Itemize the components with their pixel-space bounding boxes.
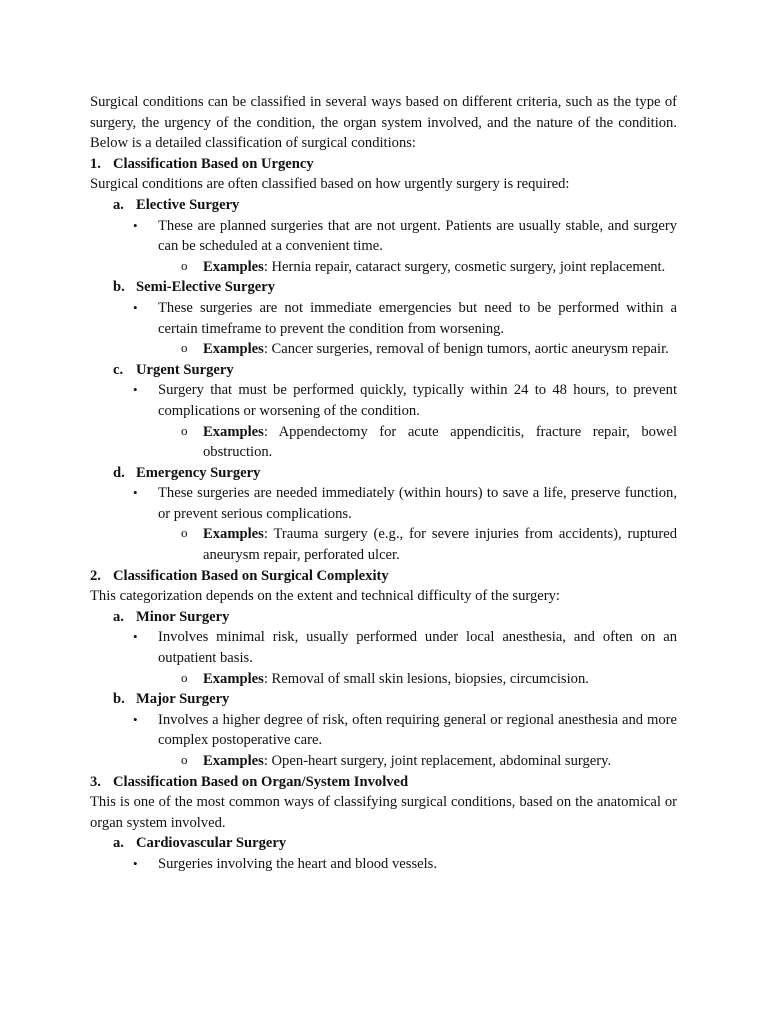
bullet-item: [90, 298, 677, 339]
sub-title: Semi-Elective Surgery: [136, 279, 276, 296]
subheading-semi-elective: [90, 277, 677, 298]
sub-letter: d.: [113, 464, 125, 481]
subheading-minor: [90, 607, 677, 628]
examples-item: [90, 524, 677, 565]
examples-label: Examples: [203, 670, 264, 687]
intro-paragraph: Surgical conditions can be classified in several ways based on different criteria, such as the type of surgery, the urgency of the condition, the organ system involved, and the nature of the condition. Below is a detailed classification of surgical conditions:: [90, 94, 677, 152]
section-number: 1.: [90, 155, 101, 172]
examples-item: [90, 669, 677, 690]
bullet-text: These are planned surgeries that are not urgent. Patients are usually stable, and surgery can be scheduled at a convenient time.: [158, 217, 677, 255]
examples-label: Examples: [203, 258, 264, 275]
circle-bullet-icon: o: [181, 257, 188, 273]
sub-title: Emergency Surgery: [136, 464, 261, 481]
circle-bullet-icon: o: [181, 669, 188, 685]
bullet-text: These surgeries are not immediate emergencies but need to be performed within a certain timeframe to prevent the condition from worsening.: [158, 299, 677, 337]
sub-letter: a.: [113, 196, 124, 213]
section-number: 3.: [90, 773, 101, 790]
examples-item: [90, 422, 677, 463]
section-number: 2.: [90, 567, 101, 584]
bullet-item: [90, 483, 677, 524]
subheading-urgent: [90, 360, 677, 381]
examples-item: [90, 751, 677, 772]
bullet-item: [90, 854, 677, 875]
bullet-text: Surgery that must be performed quickly, typically within 24 to 48 hours, to prevent complications or worsening of the condition.: [158, 382, 677, 419]
examples-item: [90, 339, 677, 360]
section-title: Classification Based on Urgency: [113, 155, 314, 172]
section-intro: This is one of the most common ways of classifying surgical conditions, based on the anatomical or organ system involved.: [90, 794, 677, 831]
examples-item: [90, 257, 677, 278]
sub-title: Elective Surgery: [136, 196, 240, 213]
bullet-text: These surgeries are needed immediately (within hours) to save a life, preserve function, or prevent serious complications.: [158, 485, 677, 522]
section-heading: [90, 154, 677, 175]
sub-letter: b.: [113, 279, 125, 296]
circle-bullet-icon: o: [181, 752, 188, 767]
examples-text: : Cancer surgeries, removal of benign tumors, aortic aneurysm repair.: [263, 341, 669, 358]
examples-text: : Appendectomy for acute appendicitis, fracture repair, bowel obstruction.: [203, 423, 677, 461]
sub-title: Minor Surgery: [136, 608, 230, 625]
bullet-icon: •: [133, 217, 138, 233]
circle-bullet-icon: o: [181, 422, 188, 438]
bullet-text: Surgeries involving the heart and blood vessels.: [158, 855, 437, 872]
bullet-icon: •: [133, 299, 138, 315]
bullet-icon: •: [133, 382, 138, 398]
circle-bullet-icon: o: [181, 525, 188, 541]
sub-title: Cardiovascular Surgery: [136, 835, 287, 852]
sub-letter: c.: [113, 361, 124, 378]
section-heading: [90, 772, 677, 793]
bullet-item: [90, 627, 677, 668]
section-2: [90, 566, 677, 772]
examples-label: Examples: [203, 423, 264, 440]
examples-label: Examples: [203, 753, 264, 769]
bullet-item: [90, 216, 677, 257]
section-3: [90, 772, 677, 875]
bullet-item: [90, 710, 677, 751]
document-body: [90, 92, 677, 875]
examples-text: : Removal of small skin lesions, biopsies, circumcision.: [263, 670, 589, 687]
sub-title: Major Surgery: [136, 691, 230, 708]
sub-letter: a.: [113, 608, 124, 625]
section-intro: Surgical conditions are often classified based on how urgently surgery is required:: [90, 176, 570, 193]
bullet-icon: •: [133, 485, 138, 501]
bullet-text: Involves minimal risk, usually performed under local anesthesia, and often on an outpatient basis.: [158, 629, 677, 667]
bullet-icon: •: [133, 629, 138, 645]
sub-title: Urgent Surgery: [136, 361, 234, 378]
bullet-icon: •: [133, 711, 138, 727]
subheading-cardiovascular: [90, 833, 677, 854]
section-heading: [90, 566, 677, 587]
section-title: Classification Based on Surgical Complexity: [113, 567, 389, 584]
sub-letter: b.: [113, 691, 125, 708]
examples-text: : Hernia repair, cataract surgery, cosmetic surgery, joint replacement.: [263, 258, 666, 275]
examples-text: : Open-heart surgery, joint replacement, abdominal surgery.: [263, 753, 612, 769]
section-1: [90, 154, 677, 566]
circle-bullet-icon: o: [181, 340, 188, 356]
section-title: Classification Based on Organ/System Involved: [113, 773, 409, 790]
bullet-item: [90, 380, 677, 421]
examples-text: : Trauma surgery (e.g., for severe injuries from accidents), ruptured aneurysm repair, perforated ulcer.: [203, 526, 677, 564]
sub-letter: a.: [113, 835, 124, 852]
bullet-icon: •: [133, 855, 138, 871]
subheading-elective: [90, 195, 677, 216]
bullet-text: Involves a higher degree of risk, often requiring general or regional anesthesia and more complex postoperative care.: [158, 711, 677, 749]
subheading-emergency: [90, 463, 677, 484]
examples-label: Examples: [203, 341, 264, 358]
subheading-major: [90, 689, 677, 710]
section-intro: This categorization depends on the extent and technical difficulty of the surgery:: [90, 588, 560, 605]
examples-label: Examples: [203, 526, 264, 543]
